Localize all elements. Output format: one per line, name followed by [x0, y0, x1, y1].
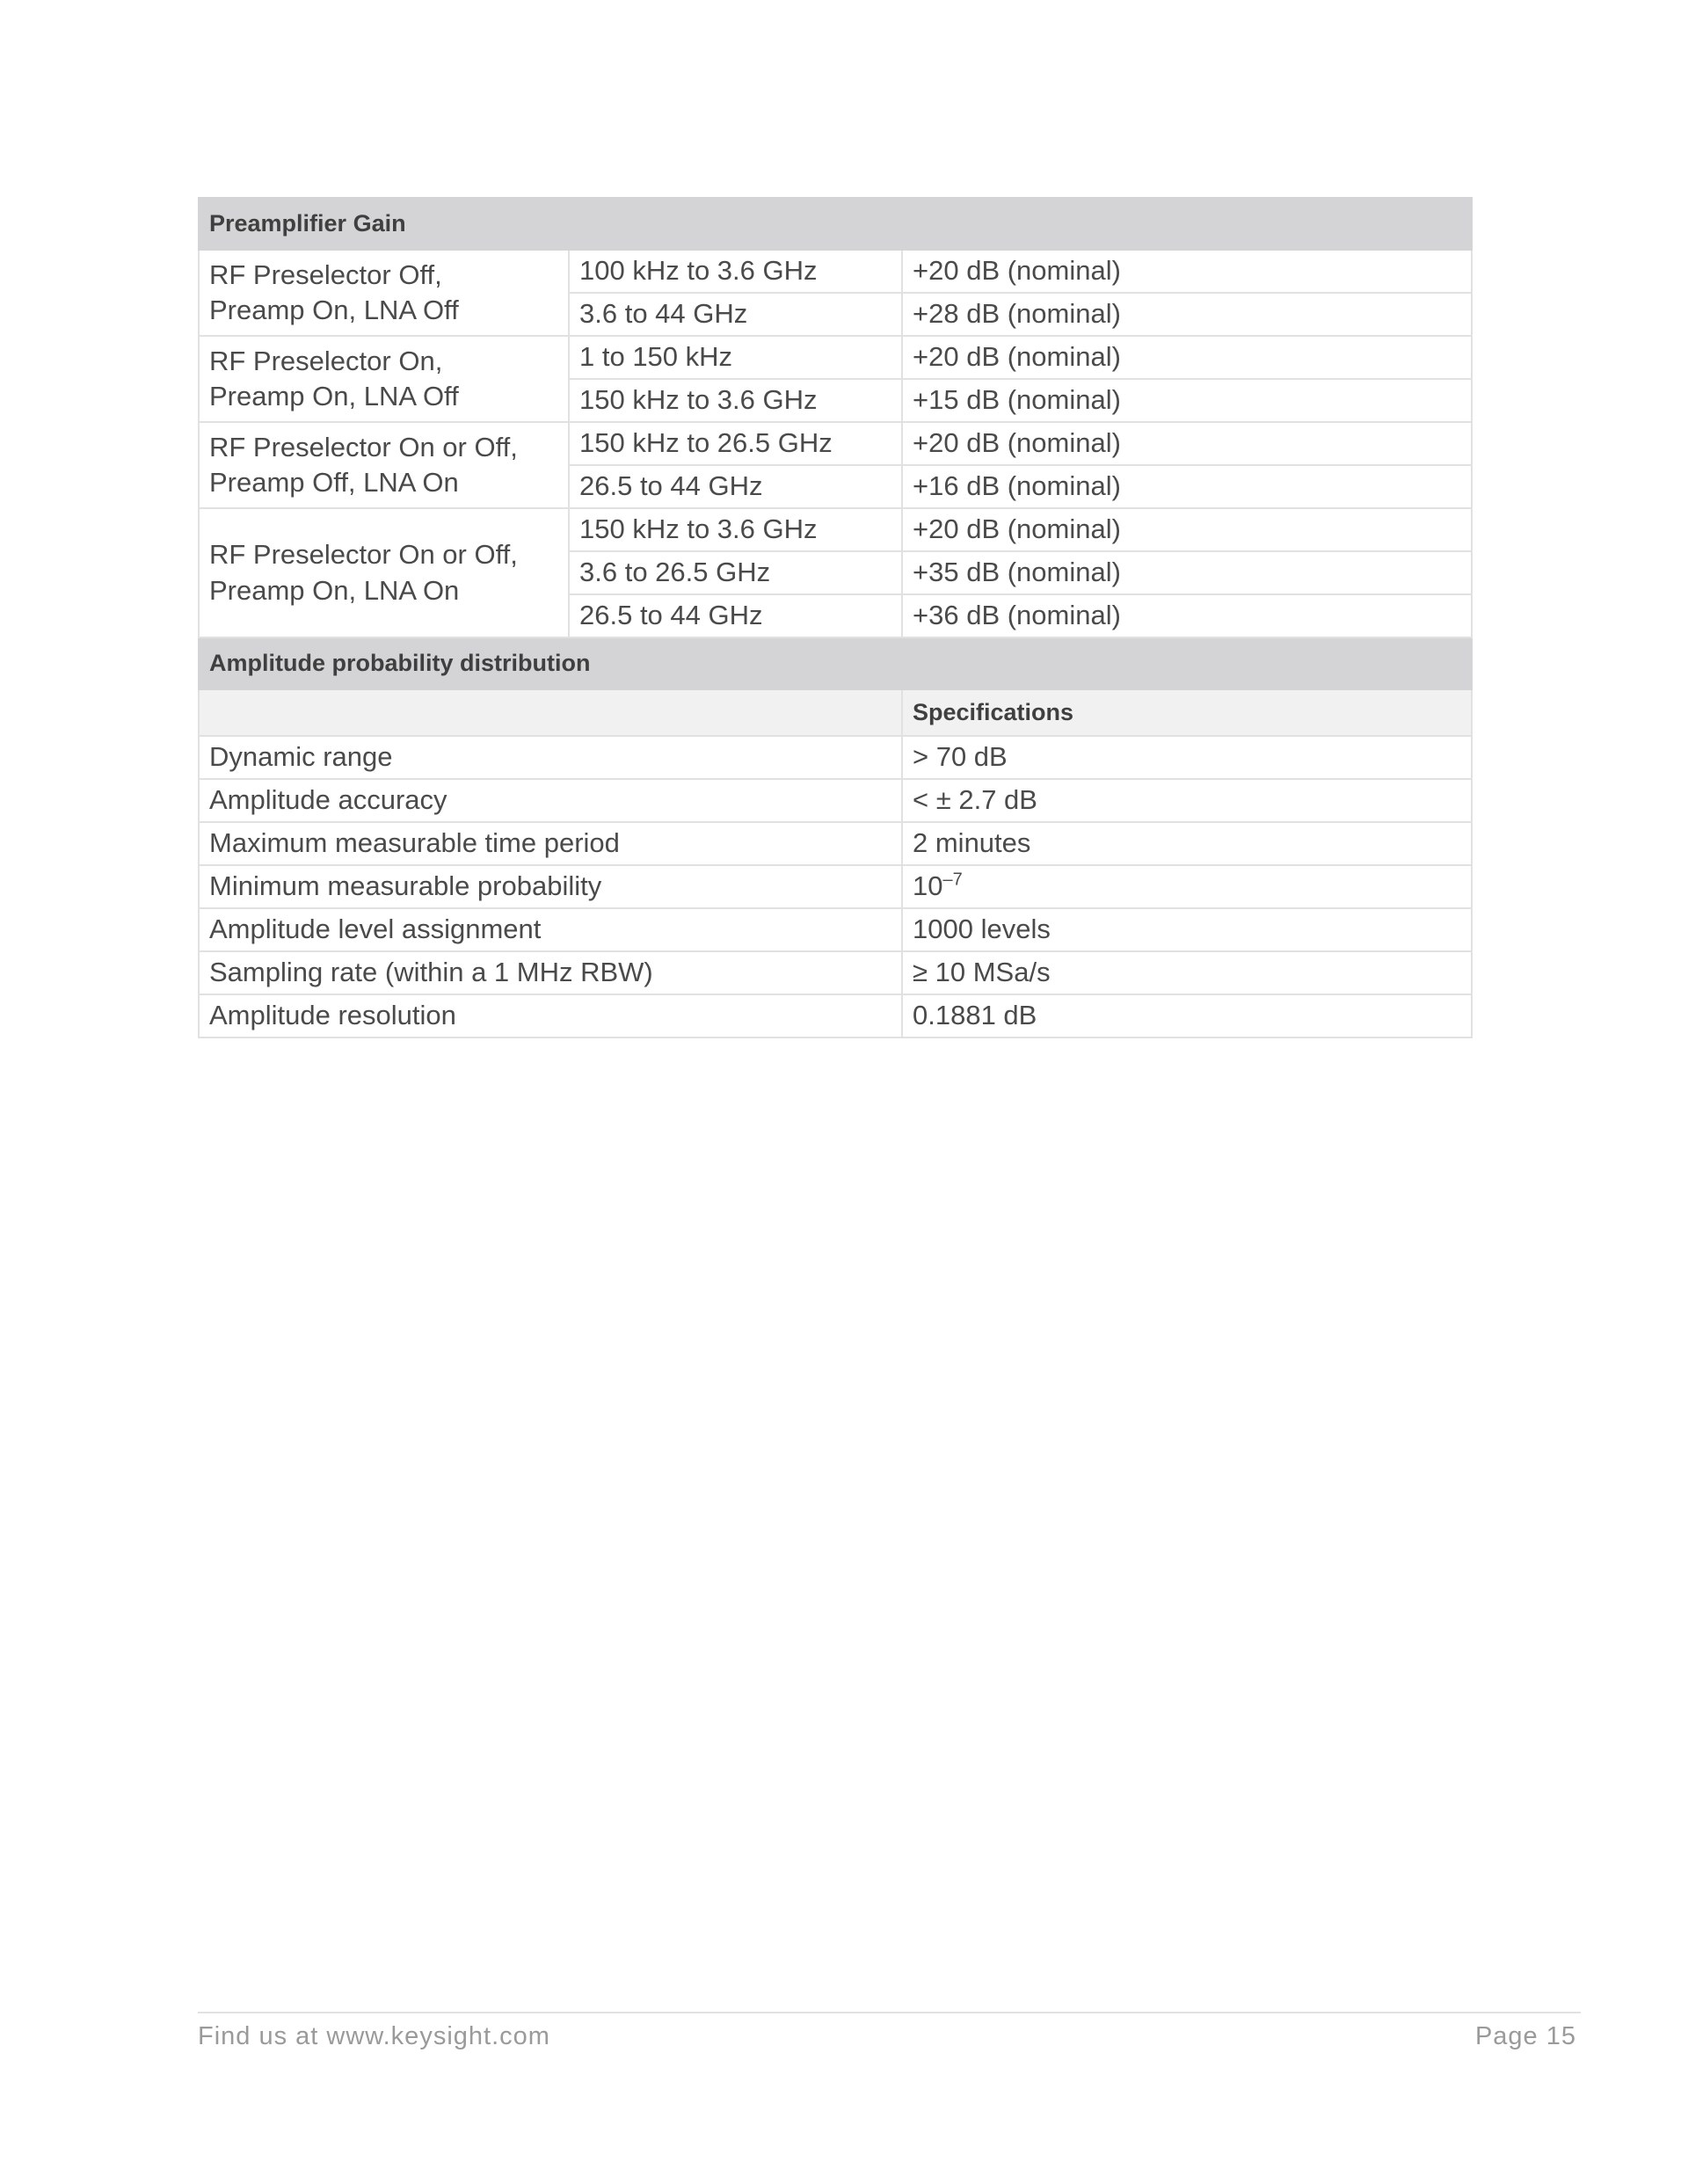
value-cell: > 70 dB [902, 736, 1472, 779]
gain-cell: +36 dB (nominal) [902, 594, 1472, 637]
value-cell: 1000 levels [902, 908, 1472, 951]
footer-website: Find us at www.keysight.com [198, 2022, 550, 2050]
condition-line: Preamp On, LNA Off [209, 295, 459, 325]
parameter-cell: Dynamic range [199, 736, 902, 779]
gain-cell: +20 dB (nominal) [902, 336, 1472, 379]
condition-cell [199, 508, 569, 637]
gain-cell: +16 dB (nominal) [902, 465, 1472, 508]
value-cell: < ± 2.7 dB [902, 779, 1472, 822]
gain-cell: +15 dB (nominal) [902, 379, 1472, 422]
section-header-row [199, 198, 1472, 250]
table-row [199, 736, 1472, 779]
value-base: 10 [913, 870, 943, 902]
table-row [199, 422, 1472, 465]
blank-header-cell [199, 689, 902, 736]
condition-cell [199, 250, 569, 336]
parameter-cell: Amplitude level assignment [199, 908, 902, 951]
condition-line: Preamp Off, LNA On [209, 467, 459, 498]
table-row [199, 908, 1472, 951]
gain-cell: +28 dB (nominal) [902, 293, 1472, 336]
section-header-row [199, 637, 1472, 689]
condition-line: Preamp On, LNA Off [209, 381, 459, 411]
table-row [199, 865, 1472, 908]
frequency-range-cell: 26.5 to 44 GHz [569, 465, 902, 508]
gain-cell: +20 dB (nominal) [902, 422, 1472, 465]
condition-line: RF Preselector Off, [209, 258, 442, 290]
preamplifier-gain-header: Preamplifier Gain [199, 198, 1472, 250]
parameter-cell: Amplitude accuracy [199, 779, 902, 822]
table-row [199, 508, 1472, 551]
frequency-range-cell: 1 to 150 kHz [569, 336, 902, 379]
condition-line: RF Preselector On or Off, [209, 431, 518, 462]
value-cell: 0.1881 dB [902, 994, 1472, 1037]
parameter-cell: Amplitude resolution [199, 994, 902, 1037]
value-cell [902, 865, 1472, 908]
parameter-cell: Sampling rate (within a 1 MHz RBW) [199, 951, 902, 994]
footer-divider [198, 2012, 1581, 2013]
frequency-range-cell: 150 kHz to 26.5 GHz [569, 422, 902, 465]
page-number: Page 15 [1474, 2022, 1576, 2050]
frequency-range-cell: 26.5 to 44 GHz [569, 594, 902, 637]
specifications-header: Specifications [902, 689, 1472, 736]
condition-line: Preamp On, LNA On [209, 574, 460, 606]
table-row [199, 336, 1472, 379]
gain-cell: +20 dB (nominal) [902, 250, 1472, 293]
value-cell: 2 minutes [902, 822, 1472, 865]
gain-cell: +35 dB (nominal) [902, 551, 1472, 594]
condition-cell [199, 336, 569, 422]
table-row [199, 822, 1472, 865]
table-row [199, 994, 1472, 1037]
table-row [199, 250, 1472, 293]
condition-line: RF Preselector On or Off, [209, 539, 518, 571]
value-exponent: –7 [942, 870, 963, 890]
frequency-range-cell: 150 kHz to 3.6 GHz [569, 508, 902, 551]
table-row [199, 779, 1472, 822]
gain-cell: +20 dB (nominal) [902, 508, 1472, 551]
sub-header-row [199, 689, 1472, 736]
parameter-cell: Minimum measurable probability [199, 865, 902, 908]
frequency-range-cell: 3.6 to 44 GHz [569, 293, 902, 336]
condition-cell [199, 422, 569, 508]
frequency-range-cell: 150 kHz to 3.6 GHz [569, 379, 902, 422]
frequency-range-cell: 3.6 to 26.5 GHz [569, 551, 902, 594]
value-cell: ≥ 10 MSa/s [902, 951, 1472, 994]
condition-line: RF Preselector On, [209, 345, 443, 376]
apd-header: Amplitude probability distribution [199, 637, 1472, 689]
frequency-range-cell: 100 kHz to 3.6 GHz [569, 250, 902, 293]
table-row [199, 951, 1472, 994]
parameter-cell: Maximum measurable time period [199, 822, 902, 865]
specifications-table [198, 197, 1473, 1038]
